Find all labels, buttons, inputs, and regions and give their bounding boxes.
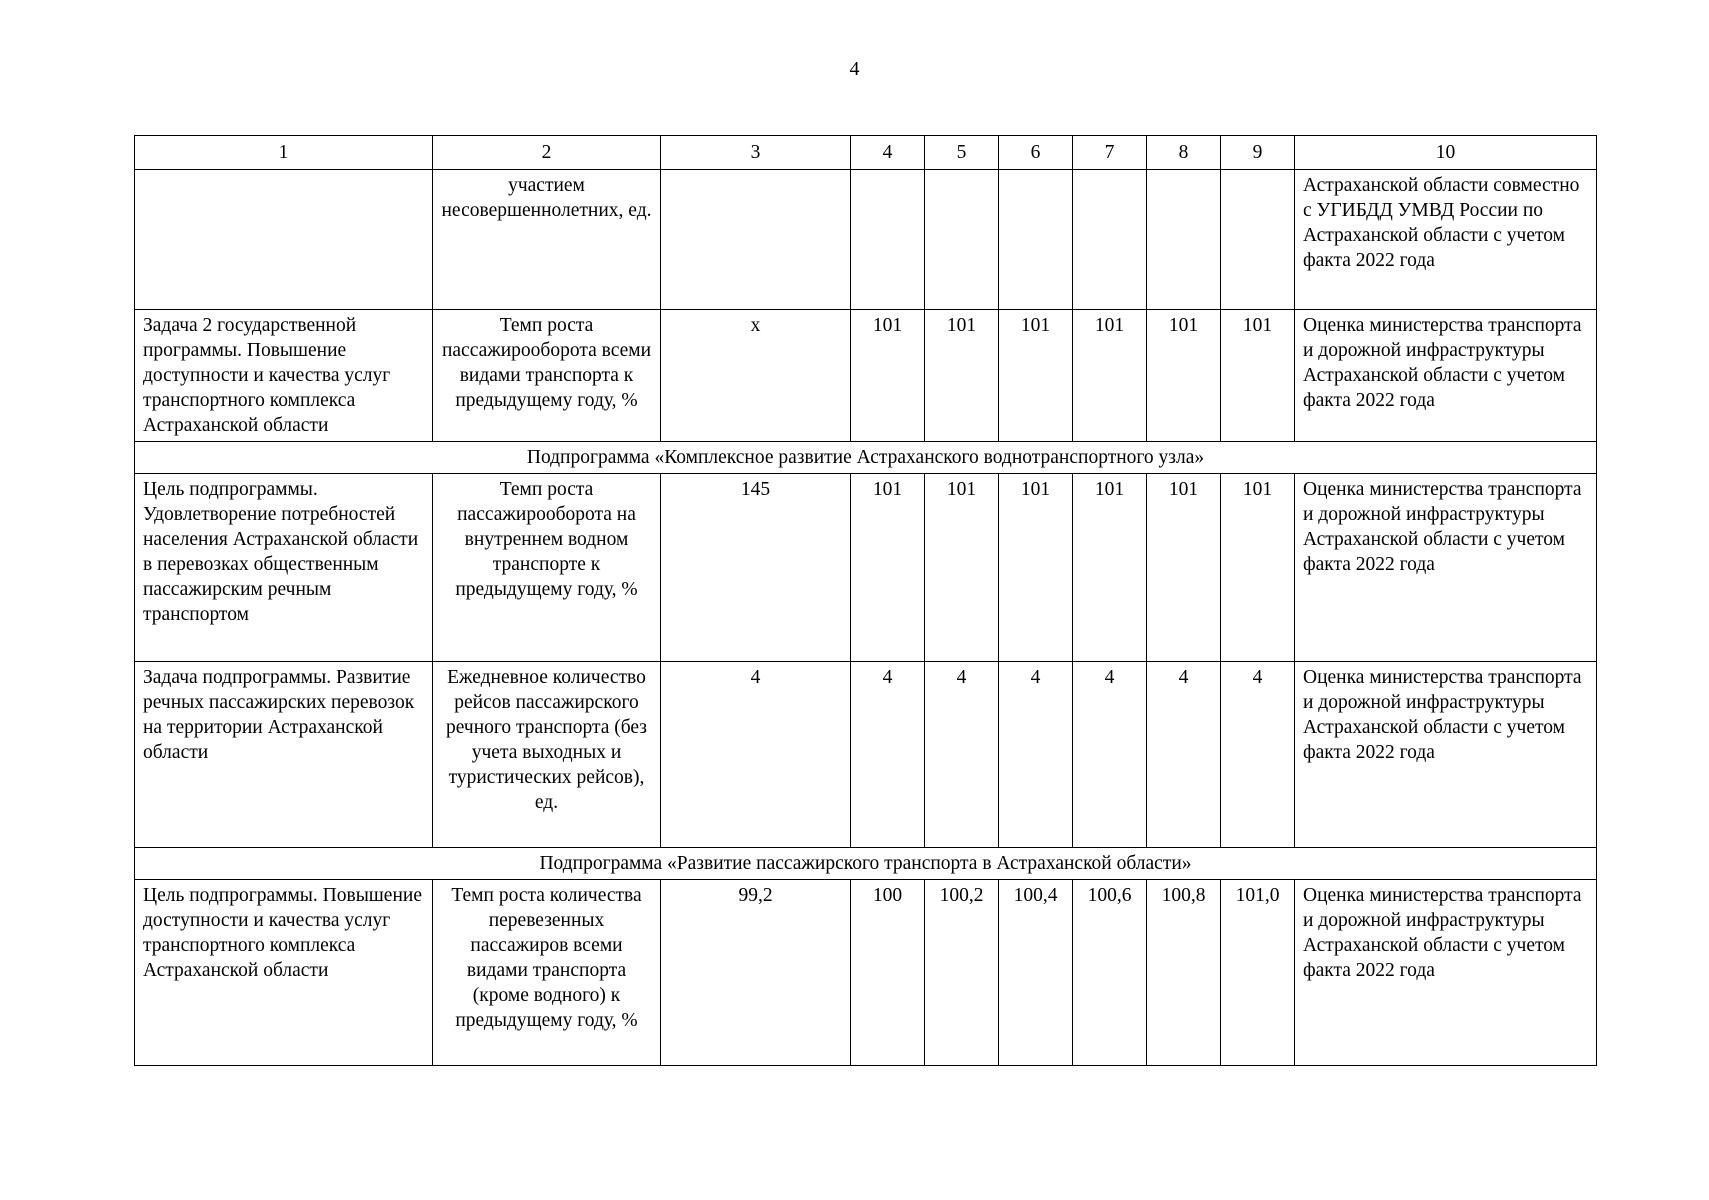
source-cell: Оценка министерства транспорта и дорожной инфраструктуры Астраханской области с учетом факта 2022 года [1295, 474, 1597, 662]
value-cell [925, 170, 999, 310]
value-cell: 100 [851, 880, 925, 1066]
section-row [135, 848, 1597, 880]
value-cell: 100,8 [1147, 880, 1221, 1066]
value-cell: 101 [925, 310, 999, 442]
goal-cell: Задача подпрограммы. Развитие речных пассажирских перевозок на территории Астраханской области [135, 662, 433, 848]
column-header: 7 [1073, 136, 1147, 170]
value-cell [1221, 170, 1295, 310]
value-cell: 101 [1221, 310, 1295, 442]
indicator-cell: участием несовершеннолетних, ед. [433, 170, 661, 310]
value-cell: 101 [851, 474, 925, 662]
column-header: 10 [1295, 136, 1597, 170]
value-cell: 101,0 [1221, 880, 1295, 1066]
value-cell: 101 [1073, 310, 1147, 442]
value-cell: 4 [1147, 662, 1221, 848]
value-cell: 4 [925, 662, 999, 848]
value-cell: 101 [1073, 474, 1147, 662]
value-cell: 101 [925, 474, 999, 662]
value-cell: 4 [851, 662, 925, 848]
value-cell: 101 [999, 474, 1073, 662]
column-header: 8 [1147, 136, 1221, 170]
table-row [135, 880, 1597, 1066]
column-header: 5 [925, 136, 999, 170]
table-row [135, 170, 1597, 310]
source-cell: Оценка министерства транспорта и дорожной инфраструктуры Астраханской области с учетом факта 2022 года [1295, 880, 1597, 1066]
value-cell [1073, 170, 1147, 310]
header-row [135, 136, 1597, 170]
indicators-table [134, 135, 1597, 1066]
value-cell [999, 170, 1073, 310]
value-cell [851, 170, 925, 310]
column-header: 6 [999, 136, 1073, 170]
goal-cell: Цель подпрограммы. Удовлетворение потребностей населения Астраханской области в перевозках общественным пассажирским речным транспортом [135, 474, 433, 662]
source-cell: Оценка министерства транспорта и дорожной инфраструктуры Астраханской области с учетом факта 2022 года [1295, 662, 1597, 848]
page-number: 4 [849, 58, 860, 80]
value-cell: 4 [999, 662, 1073, 848]
value-cell: 101 [1221, 474, 1295, 662]
base-value-cell: 99,2 [661, 880, 851, 1066]
base-value-cell: 145 [661, 474, 851, 662]
base-value-cell: х [661, 310, 851, 442]
table-row [135, 474, 1597, 662]
value-cell: 101 [999, 310, 1073, 442]
indicator-cell: Темп роста пассажирооборота на внутреннем водном транспорте к предыдущему году, % [433, 474, 661, 662]
value-cell: 4 [1221, 662, 1295, 848]
indicator-cell: Темп роста количества перевезенных пассажиров всеми видами транспорта (кроме водного) к предыдущему году, % [433, 880, 661, 1066]
section-title: Подпрограмма «Развитие пассажирского транспорта в Астраханской области» [135, 848, 1597, 880]
column-header: 3 [661, 136, 851, 170]
goal-cell: Цель подпрограммы. Повышение доступности и качества услуг транспортного комплекса Астраханской области [135, 880, 433, 1066]
value-cell: 4 [1073, 662, 1147, 848]
value-cell [1147, 170, 1221, 310]
value-cell: 101 [1147, 310, 1221, 442]
column-header: 9 [1221, 136, 1295, 170]
source-cell: Астраханской области совместно с УГИБДД УМВД России по Астраханской области с учетом факта 2022 года [1295, 170, 1597, 310]
value-cell: 101 [851, 310, 925, 442]
goal-cell [135, 170, 433, 310]
column-header: 4 [851, 136, 925, 170]
source-cell: Оценка министерства транспорта и дорожной инфраструктуры Астраханской области с учетом факта 2022 года [1295, 310, 1597, 442]
table-row [135, 662, 1597, 848]
value-cell: 101 [1147, 474, 1221, 662]
indicator-cell: Ежедневное количество рейсов пассажирского речного транспорта (без учета выходных и туристических рейсов), ед. [433, 662, 661, 848]
base-value-cell: 4 [661, 662, 851, 848]
value-cell: 100,4 [999, 880, 1073, 1066]
goal-cell: Задача 2 государственной программы. Повышение доступности и качества услуг транспортного комплекса Астраханской области [135, 310, 433, 442]
value-cell: 100,2 [925, 880, 999, 1066]
base-value-cell [661, 170, 851, 310]
column-header: 1 [135, 136, 433, 170]
section-title: Подпрограмма «Комплексное развитие Астраханского воднотранспортного узла» [135, 442, 1597, 474]
column-header: 2 [433, 136, 661, 170]
value-cell: 100,6 [1073, 880, 1147, 1066]
section-row [135, 442, 1597, 474]
indicator-cell: Темп роста пассажирооборота всеми видами транспорта к предыдущему году, % [433, 310, 661, 442]
table-row [135, 310, 1597, 442]
